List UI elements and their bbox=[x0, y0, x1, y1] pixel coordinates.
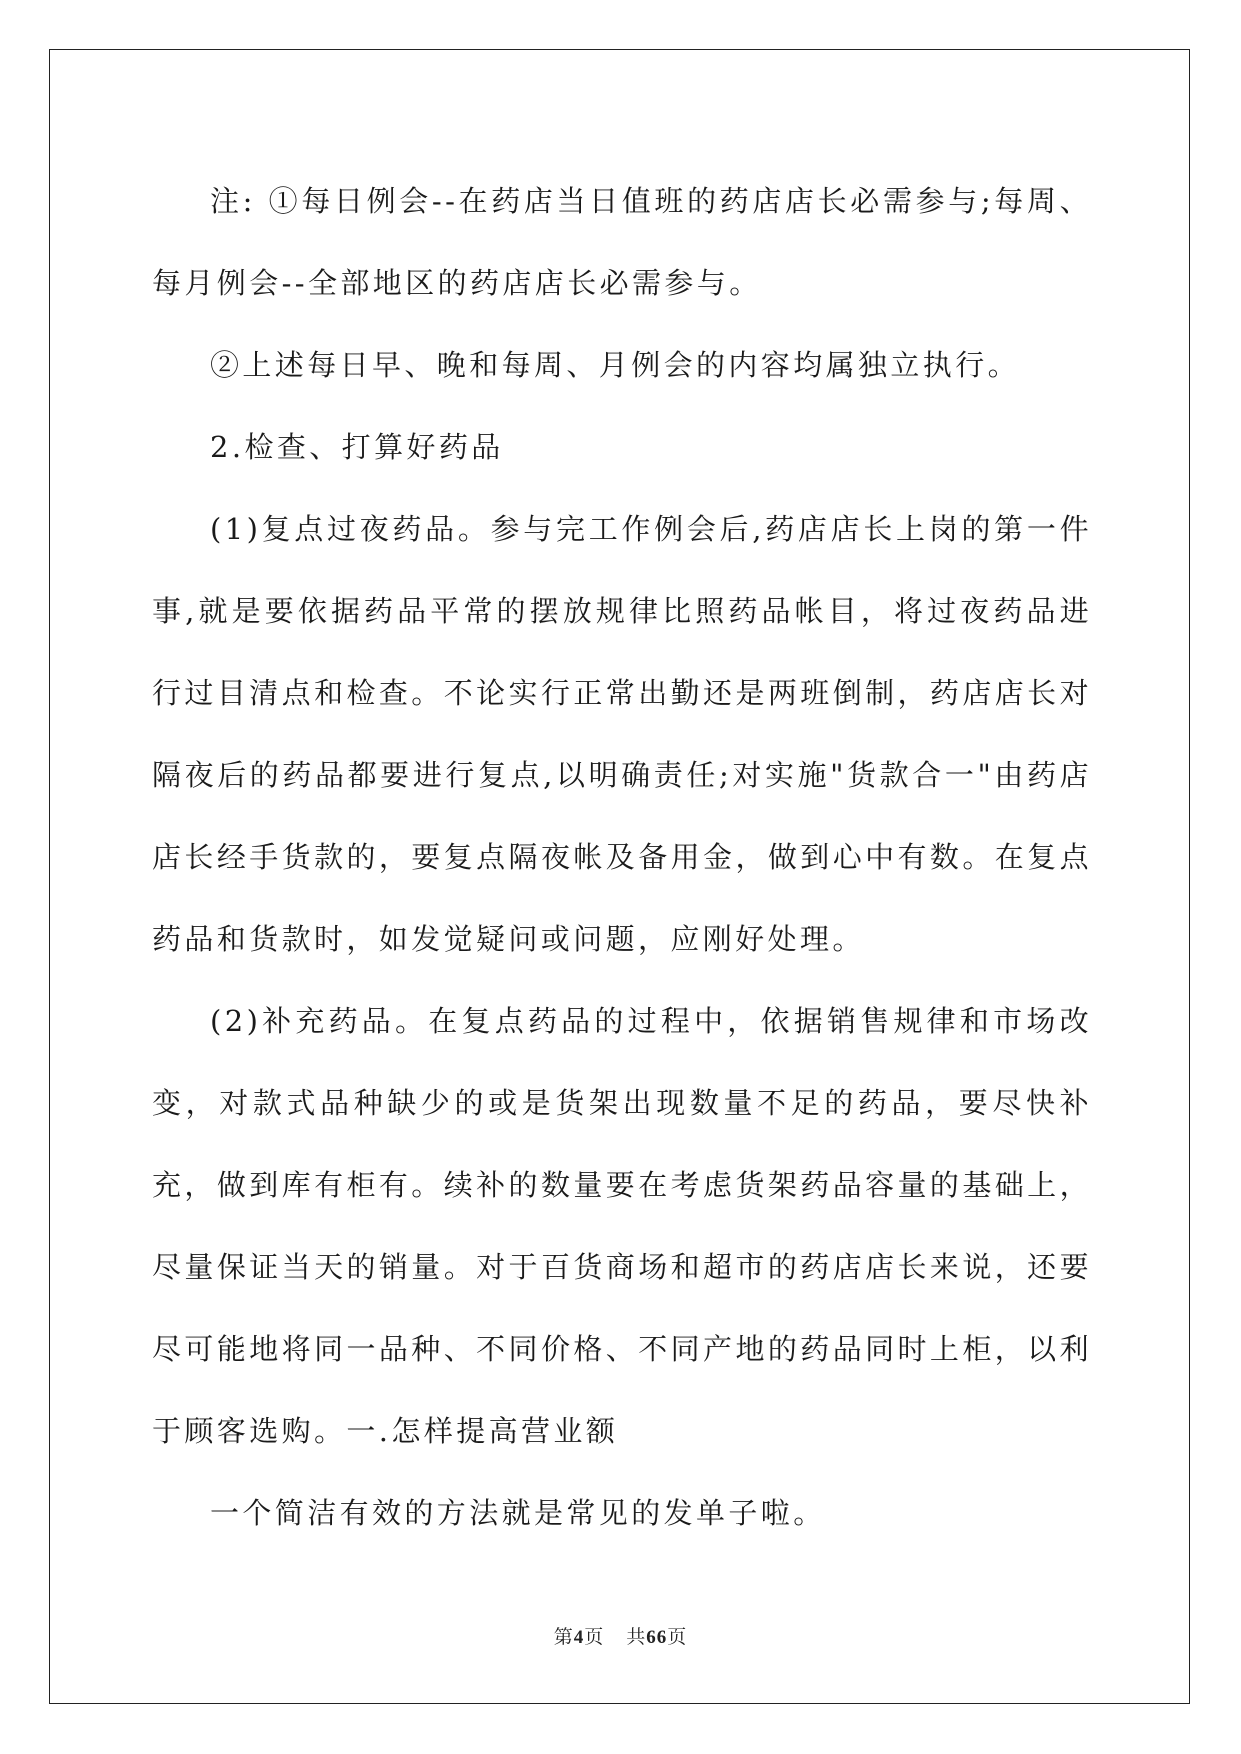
section-heading: 2.检查、打算好药品 bbox=[210, 430, 504, 464]
paragraph-closing: 一个简洁有效的方法就是常见的发单子啦。 bbox=[210, 1496, 826, 1530]
paragraph-note-1: 注: ①每日例会--在药店当日值班的药店店长必需参与;每周、每月例会--全部地区的药店店长必需参与。 bbox=[152, 184, 1092, 300]
total-prefix: 共 bbox=[626, 1626, 647, 1648]
page-unit: 页 bbox=[584, 1626, 605, 1648]
document-body bbox=[152, 160, 1092, 1554]
paragraph-item-2: (2)补充药品。在复点药品的过程中，依据销售规律和市场改变，对款式品种缺少的或是货架出现数量不足的药品，要尽快补充，做到库有柜有。续补的数量要在考虑货架药品容量的基础上，尽量保证当天的销量。对于百货商场和超市的药店店长来说，还要尽可能地将同一品种、不同价格、不同产地的药品同时上柜，以利于顾客选购。一.怎样提高营业额 bbox=[152, 1004, 1092, 1448]
paragraph-note-2: ②上述每日早、晚和每周、月例会的内容均属独立执行。 bbox=[210, 348, 1021, 382]
page-prefix: 第 bbox=[553, 1626, 574, 1648]
total-unit: 页 bbox=[667, 1626, 688, 1648]
page-current: 4 bbox=[573, 1627, 585, 1648]
page-footer bbox=[0, 1622, 1241, 1649]
page-total: 66 bbox=[646, 1627, 668, 1648]
paragraph-item-1: (1)复点过夜药品。参与完工作例会后,药店店长上岗的第一件事,就是要依据药品平常的摆放规律比照药品帐目，将过夜药品进行过目清点和检查。不论实行正常出勤还是两班倒制，药店店长对隔夜后的药品都要进行复点,以明确责任;对实施"货款合一"由药店店长经手货款的，要复点隔夜帐及备用金，做到心中有数。在复点药品和货款时，如发觉疑问或问题，应刚好处理。 bbox=[152, 512, 1092, 956]
